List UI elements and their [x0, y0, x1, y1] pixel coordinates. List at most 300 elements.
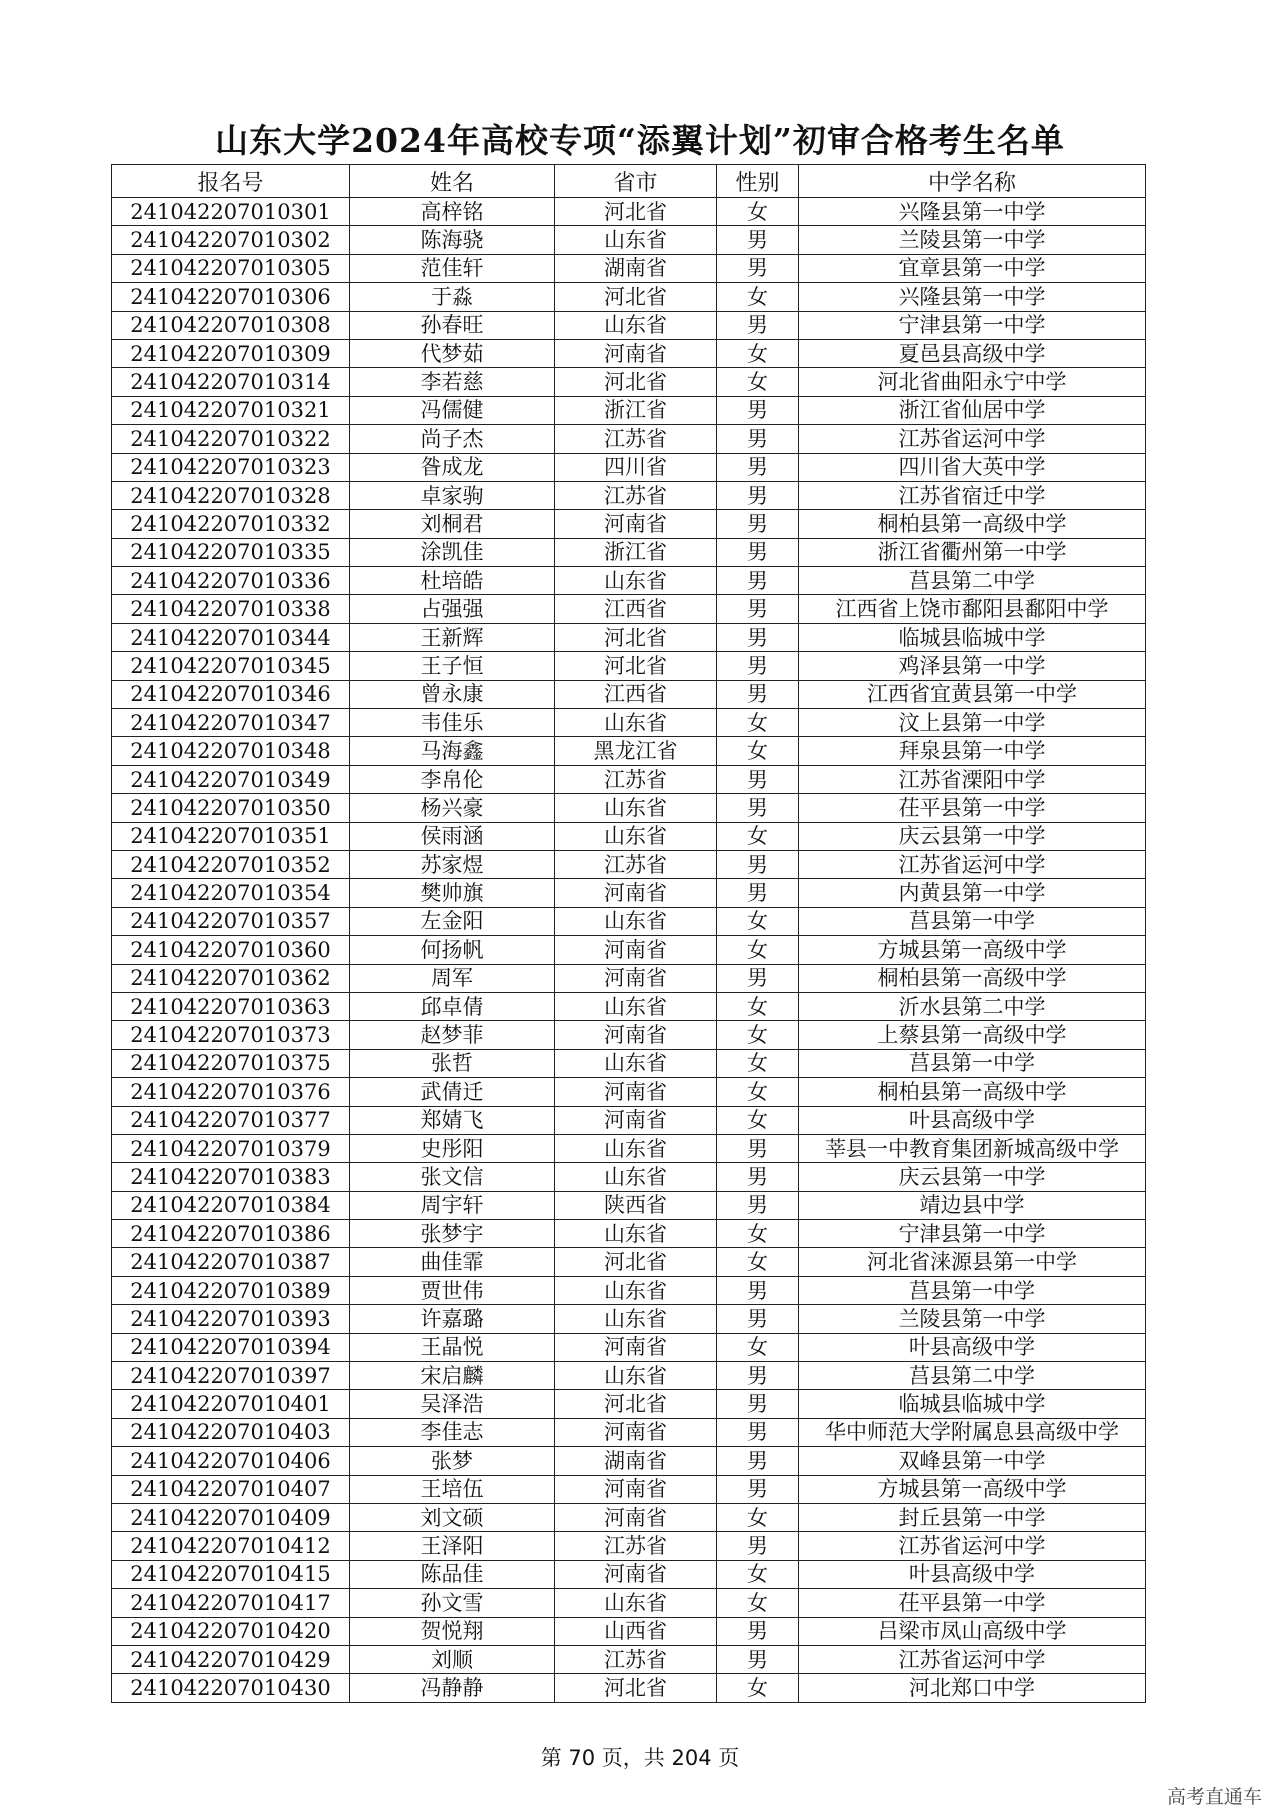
school-cell: 江苏省宿迁中学 [799, 481, 1146, 509]
registration-number-cell: 241042207010322 [112, 425, 350, 453]
registration-number-cell: 241042207010305 [112, 254, 350, 282]
gender-cell: 男 [717, 510, 799, 538]
table-row [112, 652, 1146, 680]
name-cell: 周宇轩 [350, 1191, 555, 1219]
table-row [112, 907, 1146, 935]
table-row [112, 510, 1146, 538]
province-cell: 浙江省 [555, 538, 717, 566]
province-cell: 山东省 [555, 1276, 717, 1304]
province-cell: 山东省 [555, 226, 717, 254]
name-cell: 周军 [350, 964, 555, 992]
school-cell: 兴隆县第一中学 [799, 283, 1146, 311]
gender-cell: 男 [717, 850, 799, 878]
registration-number-cell: 241042207010377 [112, 1106, 350, 1134]
name-cell: 邱卓倩 [350, 992, 555, 1020]
registration-number-cell: 241042207010406 [112, 1447, 350, 1475]
registration-number-cell: 241042207010407 [112, 1475, 350, 1503]
name-cell: 高梓铭 [350, 198, 555, 226]
registration-number-cell: 241042207010362 [112, 964, 350, 992]
name-cell: 于淼 [350, 283, 555, 311]
table-row [112, 226, 1146, 254]
school-cell: 沂水县第二中学 [799, 992, 1146, 1020]
name-cell: 占强强 [350, 595, 555, 623]
school-cell: 桐柏县第一高级中学 [799, 1078, 1146, 1106]
province-cell: 河南省 [555, 1078, 717, 1106]
table-row [112, 567, 1146, 595]
table-row [112, 1674, 1146, 1702]
table-row [112, 1645, 1146, 1673]
registration-number-cell: 241042207010336 [112, 567, 350, 595]
gender-cell: 男 [717, 453, 799, 481]
name-cell: 尚子杰 [350, 425, 555, 453]
name-cell: 张梦宇 [350, 1220, 555, 1248]
table-row [112, 992, 1146, 1020]
gender-cell: 女 [717, 1021, 799, 1049]
gender-cell: 女 [717, 1589, 799, 1617]
school-cell: 鸡泽县第一中学 [799, 652, 1146, 680]
table-row [112, 1589, 1146, 1617]
name-cell: 曾永康 [350, 680, 555, 708]
school-cell: 宁津县第一中学 [799, 1220, 1146, 1248]
school-cell: 江苏省运河中学 [799, 1532, 1146, 1560]
registration-number-cell: 241042207010373 [112, 1021, 350, 1049]
school-cell: 兴隆县第一中学 [799, 198, 1146, 226]
gender-cell: 男 [717, 1447, 799, 1475]
table-row [112, 794, 1146, 822]
column-header-gender: 性别 [717, 165, 799, 198]
province-cell: 河北省 [555, 1674, 717, 1702]
school-cell: 河北省曲阳永宁中学 [799, 368, 1146, 396]
gender-cell: 男 [717, 1163, 799, 1191]
province-cell: 山东省 [555, 907, 717, 935]
table-row [112, 1134, 1146, 1162]
registration-number-cell: 241042207010347 [112, 709, 350, 737]
province-cell: 山东省 [555, 1362, 717, 1390]
table-row [112, 765, 1146, 793]
school-cell: 江苏省溧阳中学 [799, 765, 1146, 793]
registration-number-cell: 241042207010376 [112, 1078, 350, 1106]
table-row [112, 1418, 1146, 1446]
registration-number-cell: 241042207010383 [112, 1163, 350, 1191]
gender-cell: 男 [717, 1134, 799, 1162]
table-row [112, 283, 1146, 311]
column-header-registration-number: 报名号 [112, 165, 350, 198]
province-cell: 山东省 [555, 822, 717, 850]
name-cell: 贾世伟 [350, 1276, 555, 1304]
gender-cell: 女 [717, 737, 799, 765]
registration-number-cell: 241042207010387 [112, 1248, 350, 1276]
table-row [112, 1447, 1146, 1475]
gender-cell: 男 [717, 595, 799, 623]
gender-cell: 男 [717, 1617, 799, 1645]
gender-cell: 男 [717, 1532, 799, 1560]
registration-number-cell: 241042207010301 [112, 198, 350, 226]
school-cell: 宁津县第一中学 [799, 311, 1146, 339]
school-cell: 浙江省仙居中学 [799, 396, 1146, 424]
province-cell: 湖南省 [555, 254, 717, 282]
province-cell: 河北省 [555, 1248, 717, 1276]
gender-cell: 男 [717, 623, 799, 651]
table-row [112, 538, 1146, 566]
table-row [112, 1163, 1146, 1191]
province-cell: 浙江省 [555, 396, 717, 424]
gender-cell: 女 [717, 1248, 799, 1276]
gender-cell: 女 [717, 1049, 799, 1077]
table-row [112, 1560, 1146, 1588]
school-cell: 河北郑口中学 [799, 1674, 1146, 1702]
registration-number-cell: 241042207010346 [112, 680, 350, 708]
name-cell: 苏家煜 [350, 850, 555, 878]
school-cell: 莒县第二中学 [799, 567, 1146, 595]
name-cell: 李佳志 [350, 1418, 555, 1446]
column-header-school: 中学名称 [799, 165, 1146, 198]
table-row [112, 623, 1146, 651]
registration-number-cell: 241042207010335 [112, 538, 350, 566]
registration-number-cell: 241042207010321 [112, 396, 350, 424]
province-cell: 河南省 [555, 1021, 717, 1049]
gender-cell: 女 [717, 368, 799, 396]
province-cell: 山东省 [555, 1134, 717, 1162]
table-row [112, 1248, 1146, 1276]
registration-number-cell: 241042207010357 [112, 907, 350, 935]
gender-cell: 男 [717, 1645, 799, 1673]
school-cell: 夏邑县高级中学 [799, 339, 1146, 367]
registration-number-cell: 241042207010384 [112, 1191, 350, 1219]
table-row [112, 1276, 1146, 1304]
school-cell: 莒县第一中学 [799, 907, 1146, 935]
name-cell: 王泽阳 [350, 1532, 555, 1560]
school-cell: 拜泉县第一中学 [799, 737, 1146, 765]
table-header-row [112, 165, 1146, 198]
registration-number-cell: 241042207010409 [112, 1503, 350, 1531]
province-cell: 山东省 [555, 567, 717, 595]
school-cell: 内黄县第一中学 [799, 879, 1146, 907]
gender-cell: 男 [717, 396, 799, 424]
school-cell: 桐柏县第一高级中学 [799, 964, 1146, 992]
gender-cell: 女 [717, 1333, 799, 1361]
school-cell: 茌平县第一中学 [799, 794, 1146, 822]
province-cell: 江苏省 [555, 1532, 717, 1560]
table-row [112, 1503, 1146, 1531]
school-cell: 方城县第一高级中学 [799, 936, 1146, 964]
name-cell: 左金阳 [350, 907, 555, 935]
name-cell: 冯静静 [350, 1674, 555, 1702]
registration-number-cell: 241042207010379 [112, 1134, 350, 1162]
province-cell: 山西省 [555, 1617, 717, 1645]
registration-number-cell: 241042207010302 [112, 226, 350, 254]
gender-cell: 女 [717, 1220, 799, 1248]
school-cell: 江西省宜黄县第一中学 [799, 680, 1146, 708]
school-cell: 江西省上饶市鄱阳县鄱阳中学 [799, 595, 1146, 623]
registration-number-cell: 241042207010403 [112, 1418, 350, 1446]
name-cell: 许嘉璐 [350, 1305, 555, 1333]
province-cell: 江苏省 [555, 1645, 717, 1673]
school-cell: 浙江省衢州第一中学 [799, 538, 1146, 566]
name-cell: 杨兴豪 [350, 794, 555, 822]
name-cell: 马海鑫 [350, 737, 555, 765]
gender-cell: 女 [717, 822, 799, 850]
school-cell: 莒县第一中学 [799, 1276, 1146, 1304]
name-cell: 宋启麟 [350, 1362, 555, 1390]
registration-number-cell: 241042207010308 [112, 311, 350, 339]
name-cell: 王培伍 [350, 1475, 555, 1503]
table-row [112, 737, 1146, 765]
name-cell: 杜培皓 [350, 567, 555, 595]
province-cell: 湖南省 [555, 1447, 717, 1475]
province-cell: 江苏省 [555, 425, 717, 453]
table-row [112, 1021, 1146, 1049]
school-cell: 汶上县第一中学 [799, 709, 1146, 737]
registration-number-cell: 241042207010386 [112, 1220, 350, 1248]
gender-cell: 男 [717, 765, 799, 793]
school-cell: 封丘县第一中学 [799, 1503, 1146, 1531]
gender-cell: 男 [717, 1305, 799, 1333]
gender-cell: 男 [717, 1390, 799, 1418]
gender-cell: 女 [717, 992, 799, 1020]
registration-number-cell: 241042207010332 [112, 510, 350, 538]
registration-number-cell: 241042207010354 [112, 879, 350, 907]
gender-cell: 男 [717, 1191, 799, 1219]
name-cell: 李帛伦 [350, 765, 555, 793]
name-cell: 陈海骁 [350, 226, 555, 254]
name-cell: 吴泽浩 [350, 1390, 555, 1418]
table-row [112, 1305, 1146, 1333]
school-cell: 靖边县中学 [799, 1191, 1146, 1219]
table-row [112, 453, 1146, 481]
province-cell: 山东省 [555, 1220, 717, 1248]
table-row [112, 1390, 1146, 1418]
gender-cell: 男 [717, 794, 799, 822]
name-cell: 王晶悦 [350, 1333, 555, 1361]
registration-number-cell: 241042207010344 [112, 623, 350, 651]
province-cell: 黑龙江省 [555, 737, 717, 765]
registration-number-cell: 241042207010306 [112, 283, 350, 311]
table-row [112, 311, 1146, 339]
gender-cell: 男 [717, 538, 799, 566]
registration-number-cell: 241042207010415 [112, 1560, 350, 1588]
name-cell: 史彤阳 [350, 1134, 555, 1162]
school-cell: 方城县第一高级中学 [799, 1475, 1146, 1503]
gender-cell: 男 [717, 1276, 799, 1304]
school-cell: 上蔡县第一高级中学 [799, 1021, 1146, 1049]
name-cell: 刘文硕 [350, 1503, 555, 1531]
province-cell: 山东省 [555, 1049, 717, 1077]
table-row [112, 481, 1146, 509]
province-cell: 河南省 [555, 1503, 717, 1531]
school-cell: 宜章县第一中学 [799, 254, 1146, 282]
document-title: 山东大学2024年高校专项“添翼计划”初审合格考生名单 [215, 121, 1065, 160]
table-row [112, 1532, 1146, 1560]
registration-number-cell: 241042207010397 [112, 1362, 350, 1390]
province-cell: 江苏省 [555, 765, 717, 793]
gender-cell: 男 [717, 1418, 799, 1446]
page-number-footer: 第 70 页，共 204 页 [540, 1746, 740, 1770]
registration-number-cell: 241042207010417 [112, 1589, 350, 1617]
registration-number-cell: 241042207010349 [112, 765, 350, 793]
table-row [112, 396, 1146, 424]
name-cell: 代梦茹 [350, 339, 555, 367]
name-cell: 韦佳乐 [350, 709, 555, 737]
province-cell: 河南省 [555, 1418, 717, 1446]
table-row [112, 339, 1146, 367]
gender-cell: 男 [717, 680, 799, 708]
province-cell: 山东省 [555, 1305, 717, 1333]
school-cell: 兰陵县第一中学 [799, 1305, 1146, 1333]
gender-cell: 女 [717, 339, 799, 367]
table-row [112, 1333, 1146, 1361]
table-row [112, 879, 1146, 907]
registration-number-cell: 241042207010345 [112, 652, 350, 680]
province-cell: 河北省 [555, 623, 717, 651]
name-cell: 张梦 [350, 1447, 555, 1475]
gender-cell: 男 [717, 1362, 799, 1390]
gender-cell: 女 [717, 1503, 799, 1531]
registration-number-cell: 241042207010429 [112, 1645, 350, 1673]
table-body [112, 198, 1146, 1703]
gender-cell: 女 [717, 936, 799, 964]
gender-cell: 男 [717, 567, 799, 595]
registration-number-cell: 241042207010352 [112, 850, 350, 878]
gender-cell: 女 [717, 709, 799, 737]
table-row [112, 1362, 1146, 1390]
gender-cell: 男 [717, 425, 799, 453]
name-cell: 武倩迁 [350, 1078, 555, 1106]
school-cell: 叶县高级中学 [799, 1560, 1146, 1588]
table-row [112, 1106, 1146, 1134]
gender-cell: 男 [717, 254, 799, 282]
province-cell: 河南省 [555, 1333, 717, 1361]
province-cell: 河北省 [555, 1390, 717, 1418]
gender-cell: 男 [717, 481, 799, 509]
province-cell: 陕西省 [555, 1191, 717, 1219]
table-row [112, 1617, 1146, 1645]
name-cell: 贺悦翔 [350, 1617, 555, 1645]
province-cell: 河北省 [555, 198, 717, 226]
province-cell: 河南省 [555, 936, 717, 964]
province-cell: 河北省 [555, 652, 717, 680]
name-cell: 孙春旺 [350, 311, 555, 339]
province-cell: 河南省 [555, 964, 717, 992]
name-cell: 刘桐君 [350, 510, 555, 538]
name-cell: 冯儒健 [350, 396, 555, 424]
gender-cell: 女 [717, 1674, 799, 1702]
school-cell: 庆云县第一中学 [799, 822, 1146, 850]
province-cell: 山东省 [555, 1163, 717, 1191]
school-cell: 江苏省运河中学 [799, 425, 1146, 453]
gender-cell: 男 [717, 964, 799, 992]
name-cell: 王新辉 [350, 623, 555, 651]
province-cell: 山东省 [555, 311, 717, 339]
gender-cell: 女 [717, 1078, 799, 1106]
table-row [112, 1475, 1146, 1503]
name-cell: 卓家驹 [350, 481, 555, 509]
school-cell: 四川省大英中学 [799, 453, 1146, 481]
registration-number-cell: 241042207010351 [112, 822, 350, 850]
table-row [112, 1191, 1146, 1219]
province-cell: 江苏省 [555, 481, 717, 509]
school-cell: 桐柏县第一高级中学 [799, 510, 1146, 538]
school-cell: 庆云县第一中学 [799, 1163, 1146, 1191]
gender-cell: 女 [717, 198, 799, 226]
name-cell: 张文信 [350, 1163, 555, 1191]
name-cell: 何扬帆 [350, 936, 555, 964]
name-cell: 侯雨涵 [350, 822, 555, 850]
province-cell: 江西省 [555, 680, 717, 708]
registration-number-cell: 241042207010360 [112, 936, 350, 964]
watermark: 高考直通车 [1166, 1786, 1262, 1808]
school-cell: 华中师范大学附属息县高级中学 [799, 1418, 1146, 1446]
registration-number-cell: 241042207010309 [112, 339, 350, 367]
table-row [112, 425, 1146, 453]
table-row [112, 822, 1146, 850]
province-cell: 江苏省 [555, 850, 717, 878]
registration-number-cell: 241042207010389 [112, 1276, 350, 1304]
table-row [112, 936, 1146, 964]
registration-number-cell: 241042207010430 [112, 1674, 350, 1702]
province-cell: 河南省 [555, 1475, 717, 1503]
registration-number-cell: 241042207010350 [112, 794, 350, 822]
name-cell: 李若慈 [350, 368, 555, 396]
table-row [112, 964, 1146, 992]
school-cell: 吕梁市凤山高级中学 [799, 1617, 1146, 1645]
registration-number-cell: 241042207010338 [112, 595, 350, 623]
school-cell: 临城县临城中学 [799, 1390, 1146, 1418]
province-cell: 山东省 [555, 992, 717, 1020]
school-cell: 双峰县第一中学 [799, 1447, 1146, 1475]
registration-number-cell: 241042207010394 [112, 1333, 350, 1361]
name-cell: 王子恒 [350, 652, 555, 680]
name-cell: 曲佳霏 [350, 1248, 555, 1276]
province-cell: 河南省 [555, 339, 717, 367]
name-cell: 刘顺 [350, 1645, 555, 1673]
registration-number-cell: 241042207010363 [112, 992, 350, 1020]
school-cell: 莘县一中教育集团新城高级中学 [799, 1134, 1146, 1162]
name-cell: 涂凯佳 [350, 538, 555, 566]
name-cell: 孙文雪 [350, 1589, 555, 1617]
table-header [112, 165, 1146, 198]
province-cell: 河北省 [555, 368, 717, 396]
gender-cell: 男 [717, 879, 799, 907]
school-cell: 兰陵县第一中学 [799, 226, 1146, 254]
school-cell: 江苏省运河中学 [799, 850, 1146, 878]
gender-cell: 女 [717, 1106, 799, 1134]
province-cell: 河南省 [555, 510, 717, 538]
gender-cell: 女 [717, 283, 799, 311]
registration-number-cell: 241042207010401 [112, 1390, 350, 1418]
school-cell: 河北省涞源县第一中学 [799, 1248, 1146, 1276]
table-row [112, 1220, 1146, 1248]
school-cell: 莒县第一中学 [799, 1049, 1146, 1077]
province-cell: 四川省 [555, 453, 717, 481]
name-cell: 郑婧飞 [350, 1106, 555, 1134]
gender-cell: 男 [717, 1475, 799, 1503]
school-cell: 叶县高级中学 [799, 1333, 1146, 1361]
registration-number-cell: 241042207010314 [112, 368, 350, 396]
name-cell: 陈品佳 [350, 1560, 555, 1588]
gender-cell: 女 [717, 1560, 799, 1588]
registration-number-cell: 241042207010375 [112, 1049, 350, 1077]
table-row [112, 368, 1146, 396]
province-cell: 山东省 [555, 794, 717, 822]
registration-number-cell: 241042207010348 [112, 737, 350, 765]
gender-cell: 男 [717, 226, 799, 254]
registration-number-cell: 241042207010412 [112, 1532, 350, 1560]
name-cell: 范佳轩 [350, 254, 555, 282]
province-cell: 河南省 [555, 879, 717, 907]
table-row [112, 1078, 1146, 1106]
province-cell: 河南省 [555, 1560, 717, 1588]
province-cell: 山东省 [555, 709, 717, 737]
